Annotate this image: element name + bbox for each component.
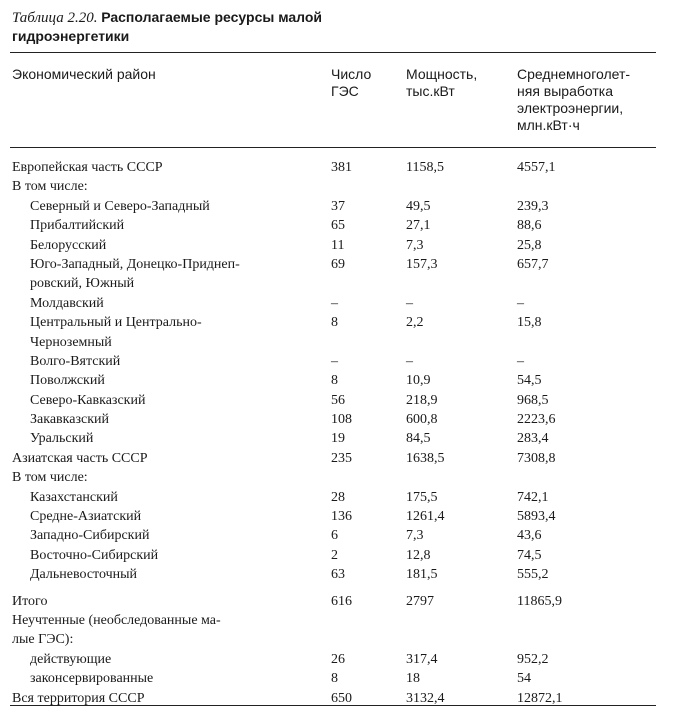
count-cell: 8 (331, 671, 338, 687)
power-cell: 84,5 (406, 431, 431, 447)
region-cell: Северо-Кавказский (30, 392, 146, 408)
region-cell: Уральский (30, 431, 94, 447)
count-cell: 26 (331, 651, 345, 667)
region-cell: В том числе: (12, 470, 88, 486)
header-count-line: ГЭС (331, 83, 359, 99)
region-cell: Западно-Сибирский (30, 528, 150, 544)
region-cell: ровский, Южный (30, 276, 135, 292)
count-cell: 28 (331, 489, 345, 505)
energy-cell: 43,6 (517, 528, 542, 544)
region-cell: Итого (12, 593, 48, 609)
region-cell: Центральный и Центрально- (30, 315, 202, 331)
power-cell: 1158,5 (406, 160, 444, 175)
table-row (0, 488, 674, 507)
energy-cell: 5893,4 (517, 509, 556, 525)
energy-cell: – (517, 353, 524, 369)
count-cell: 65 (331, 218, 345, 234)
count-cell: 6 (331, 528, 338, 544)
count-cell: 69 (331, 256, 345, 272)
power-cell: – (406, 353, 413, 369)
region-cell: Северный и Северо-Западный (30, 198, 210, 214)
top-rule (10, 52, 656, 53)
table-row (0, 565, 674, 584)
region-cell: В том числе: (12, 179, 88, 195)
energy-cell: 74,5 (517, 547, 542, 563)
count-cell: 11 (331, 237, 345, 253)
energy-cell: 657,7 (517, 256, 549, 272)
energy-cell: 283,4 (517, 431, 549, 447)
table-row (0, 630, 674, 649)
count-cell: 19 (331, 431, 345, 447)
region-cell: Юго-Западный, Донецко-Приднеп- (30, 256, 240, 272)
count-cell: 650 (331, 690, 352, 706)
energy-cell: 11865,9 (517, 593, 562, 609)
energy-cell: 2223,6 (517, 412, 556, 428)
header-energy-line: электроэнергии, (517, 100, 624, 116)
region-cell: Вся территория СССР (12, 690, 145, 706)
header-power (406, 66, 477, 100)
energy-cell: 15,8 (517, 315, 542, 331)
table-row (0, 352, 674, 371)
energy-cell: 968,5 (517, 392, 549, 408)
table-row (0, 546, 674, 565)
count-cell: 381 (331, 160, 352, 175)
region-cell: действующие (30, 651, 112, 667)
bottom-rule (10, 705, 656, 706)
table-row (0, 216, 674, 235)
power-cell: 12,8 (406, 547, 431, 563)
region-cell: Прибалтийский (30, 218, 125, 234)
table-row (0, 669, 674, 688)
power-cell: 27,1 (406, 218, 431, 234)
region-cell: Средне-Азиатский (30, 509, 142, 525)
energy-cell: 555,2 (517, 567, 549, 583)
header-rule (10, 147, 656, 148)
table-row (0, 468, 674, 487)
energy-cell: 54 (517, 671, 531, 687)
power-cell: 2,2 (406, 315, 424, 331)
power-cell: 49,5 (406, 198, 431, 214)
count-cell: 37 (331, 198, 345, 214)
region-cell: Азиатская часть СССР (12, 450, 148, 466)
energy-cell: 54,5 (517, 373, 542, 389)
energy-cell: 4557,1 (517, 160, 556, 175)
power-cell: 218,9 (406, 392, 438, 408)
caption-title-line1: Располагаемые ресурсы малой (101, 9, 323, 25)
table-row (0, 333, 674, 352)
power-cell: 181,5 (406, 567, 438, 583)
power-cell: 10,9 (406, 373, 431, 389)
energy-cell: 7308,8 (517, 450, 556, 466)
region-cell: Закавказский (30, 412, 109, 428)
header-power-line: тыс.кВт (406, 83, 455, 99)
count-cell: 63 (331, 567, 345, 583)
count-cell: – (331, 295, 338, 311)
region-cell: законсервированные (30, 671, 154, 687)
power-cell: 18 (406, 671, 420, 687)
region-cell: Европейская часть СССР (12, 160, 163, 175)
header-count-line: Число (331, 66, 372, 82)
count-cell: 235 (331, 450, 352, 466)
power-cell: 2797 (406, 593, 434, 609)
table-row (0, 611, 674, 630)
region-cell: Поволжский (30, 373, 105, 389)
header-energy-line: млн.кВт·ч (517, 117, 580, 133)
caption-title-line2: гидроэнергетики (12, 28, 130, 44)
table-row (0, 410, 674, 429)
region-cell: Неучтенные (необследованные ма- (12, 612, 221, 628)
energy-cell: 952,2 (517, 651, 549, 667)
table-row (0, 274, 674, 293)
power-cell: 7,3 (406, 528, 424, 544)
energy-cell: 742,1 (517, 489, 549, 505)
energy-cell: 88,6 (517, 218, 542, 234)
table-row (0, 177, 674, 196)
power-cell: 7,3 (406, 237, 424, 253)
table-row (0, 371, 674, 390)
power-cell: 3132,4 (406, 690, 445, 706)
region-cell: Молдавский (30, 295, 104, 311)
row-spacer (0, 585, 674, 592)
power-cell: 1261,4 (406, 509, 445, 525)
header-region (12, 66, 156, 83)
table-row (0, 294, 674, 313)
header-energy-line: Среднемноголет- (517, 66, 631, 82)
table-row (0, 650, 674, 669)
data-table (0, 158, 674, 708)
header-power-line: Мощность, (406, 66, 478, 82)
count-cell: – (331, 353, 338, 369)
power-cell: 175,5 (406, 489, 438, 505)
header-count (331, 66, 371, 100)
region-cell: лые ГЭС): (12, 632, 74, 648)
power-cell: 317,4 (406, 651, 438, 667)
table-row (0, 449, 674, 468)
region-cell: Казахстанский (30, 489, 118, 505)
power-cell: – (406, 295, 413, 311)
region-cell: Дальневосточный (30, 567, 138, 583)
table-row (0, 255, 674, 274)
header-energy-line: няя выработка (517, 83, 613, 99)
table-row (0, 391, 674, 410)
table-row (0, 592, 674, 611)
table-row (0, 507, 674, 526)
count-cell: 136 (331, 509, 352, 525)
region-cell: Черноземный (30, 334, 112, 350)
power-cell: 157,3 (406, 256, 438, 272)
count-cell: 2 (331, 547, 338, 563)
table-row (0, 158, 674, 177)
count-cell: 8 (331, 315, 338, 331)
table-row (0, 197, 674, 216)
region-cell: Волго-Вятский (30, 353, 121, 369)
energy-cell: 25,8 (517, 237, 542, 253)
header-region-line: Экономический район (12, 66, 156, 82)
header-energy (517, 66, 630, 134)
table-row (0, 526, 674, 545)
region-cell: Восточно-Сибирский (30, 547, 159, 563)
region-cell: Белорусский (30, 237, 107, 253)
power-cell: 1638,5 (406, 450, 445, 466)
count-cell: 56 (331, 392, 345, 408)
count-cell: 108 (331, 412, 352, 428)
energy-cell: 12872,1 (517, 690, 563, 706)
power-cell: 600,8 (406, 412, 438, 428)
table-row (0, 313, 674, 332)
energy-cell: 239,3 (517, 198, 549, 214)
count-cell: 8 (331, 373, 338, 389)
table-row (0, 236, 674, 255)
table-row (0, 429, 674, 448)
energy-cell: – (517, 295, 524, 311)
count-cell: 616 (331, 593, 352, 609)
table-caption (12, 8, 652, 46)
caption-label: Таблица 2.20. (12, 10, 98, 26)
